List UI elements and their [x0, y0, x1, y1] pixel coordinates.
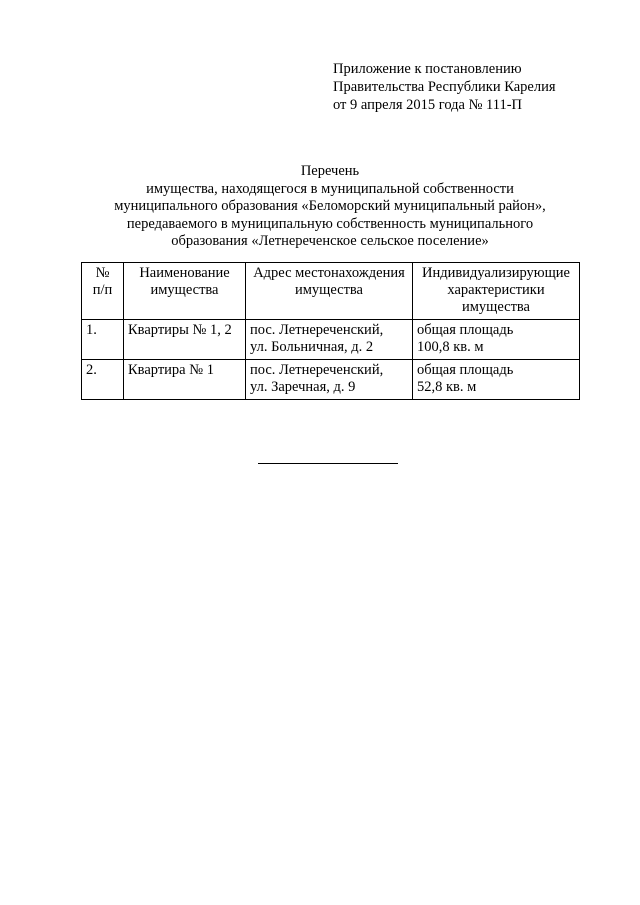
row-characteristics-line-1: общая площадь	[417, 322, 514, 338]
header-name-line-2: имущества	[150, 282, 219, 298]
row-characteristics	[413, 320, 580, 360]
header-address-line-1: Адрес местонахождения	[253, 265, 405, 281]
row-num: 1.	[82, 320, 124, 360]
appendix-line-3: от 9 апреля 2015 года № 111-П	[333, 97, 523, 113]
row-address-line-2: ул. Больничная, д. 2	[250, 339, 374, 355]
header-name	[124, 263, 246, 320]
property-table	[81, 262, 580, 400]
appendix-reference	[333, 60, 556, 114]
header-characteristics-line-2: характеристики	[447, 282, 545, 298]
row-address	[246, 360, 413, 400]
row-address-line-1: пос. Летнереченский,	[250, 322, 384, 338]
header-characteristics-line-1: Индивидуализирующие	[422, 265, 570, 281]
appendix-line-2: Правительства Республики Карелия	[333, 79, 556, 95]
title-heading: Перечень	[300, 163, 360, 179]
header-num-line-1: №	[95, 265, 110, 281]
row-characteristics-line-2: 52,8 кв. м	[417, 379, 477, 395]
header-num-line-2: п/п	[92, 282, 113, 298]
header-num	[82, 263, 124, 320]
header-name-line-1: Наименование	[139, 265, 230, 281]
title-line-4: образования «Летнереченское сельское поселение»	[171, 233, 489, 249]
header-address	[246, 263, 413, 320]
row-characteristics-line-1: общая площадь	[417, 362, 514, 378]
closing-divider	[258, 463, 398, 464]
table-row	[82, 360, 580, 400]
table-row	[82, 320, 580, 360]
row-name: Квартира № 1	[124, 360, 246, 400]
row-address-line-2: ул. Заречная, д. 9	[250, 379, 356, 395]
row-num: 2.	[82, 360, 124, 400]
row-address-line-1: пос. Летнереченский,	[250, 362, 384, 378]
header-characteristics-line-3: имущества	[461, 299, 530, 315]
title-line-2: муниципального образования «Беломорский муниципальный район»,	[114, 198, 546, 214]
row-characteristics	[413, 360, 580, 400]
document-title	[80, 163, 580, 251]
row-name: Квартиры № 1, 2	[124, 320, 246, 360]
table-header-row	[82, 263, 580, 320]
header-characteristics	[413, 263, 580, 320]
appendix-line-1: Приложение к постановлению	[333, 61, 522, 77]
row-characteristics-line-2: 100,8 кв. м	[417, 339, 484, 355]
header-address-line-2: имущества	[294, 282, 363, 298]
row-address	[246, 320, 413, 360]
title-line-1: имущества, находящегося в муниципальной собственности	[146, 180, 514, 197]
title-line-3: передаваемого в муниципальную собственность муниципального	[126, 215, 534, 232]
